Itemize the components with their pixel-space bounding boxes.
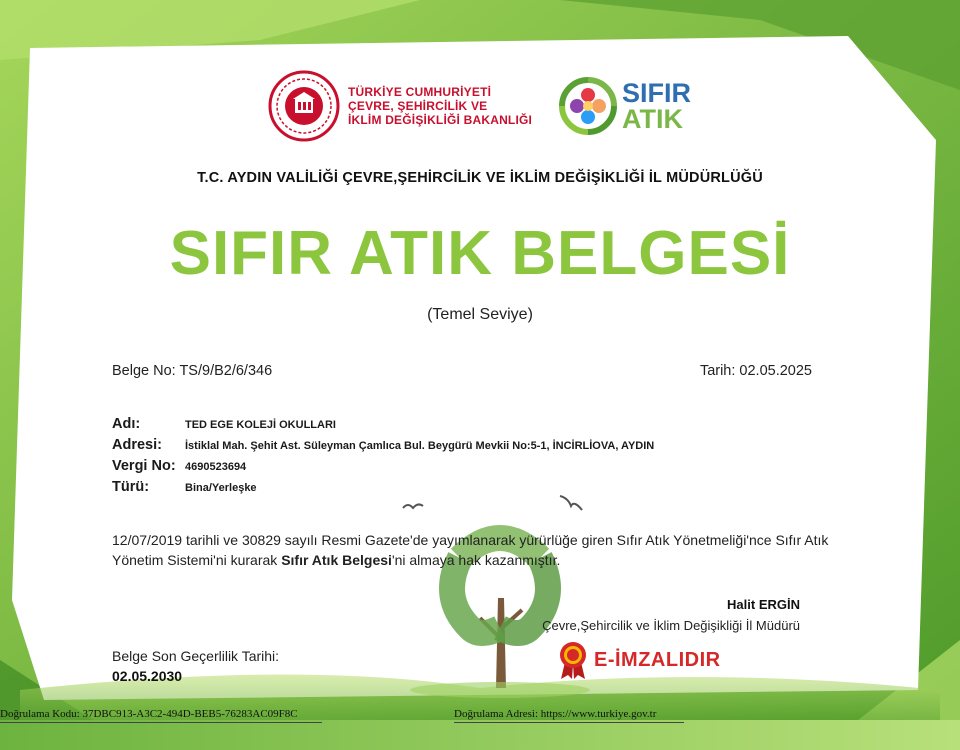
ministry-line-1: TÜRKİYE CUMHURİYETİ — [348, 85, 492, 99]
signer-title: Çevre,Şehircilik ve İklim Değişikliği İl Müdürü — [542, 618, 800, 633]
rosette-seal-icon — [556, 640, 590, 680]
detail-row-tax-no — [112, 458, 654, 479]
detail-value: 4690523694 — [185, 461, 247, 473]
ministry-seal-icon — [268, 70, 340, 142]
detail-value: TED EGE KOLEJİ OKULLARI — [185, 419, 336, 431]
detail-label: Türü: — [112, 479, 150, 495]
validity-date: 02.05.2030 — [112, 668, 183, 684]
bird-icon — [402, 500, 424, 514]
signer-block — [542, 597, 800, 633]
validity-block — [112, 648, 279, 684]
e-signature-label: E-İMZALIDIR — [594, 648, 721, 671]
signer-name: Halit ERGİN — [727, 597, 800, 612]
detail-row-name — [112, 416, 654, 437]
detail-value: Bina/Yerleşke — [185, 482, 257, 494]
detail-label: Adresi: — [112, 437, 162, 453]
certificate-level: (Temel Seviye) — [427, 306, 533, 323]
sifir-word: SIFIR — [622, 78, 692, 108]
detail-label: Vergi No: — [112, 458, 176, 474]
bird-icon — [558, 492, 584, 512]
atik-word: ATIK — [622, 104, 683, 134]
certificate-title: SIFIR ATIK BELGESİ — [169, 219, 791, 288]
verification-code: Doğrulama Kodu: 37DBC913-A3C2-494D-BEB5-76283AC09F8C — [0, 708, 298, 720]
issuing-authority: T.C. AYDIN VALİLİĞİ ÇEVRE,ŞEHİRCİLİK VE İKLİM DEĞİŞİKLİĞİ İL MÜDÜRLÜĞÜ — [197, 170, 763, 186]
footer-divider — [454, 722, 684, 723]
ministry-logo — [268, 70, 532, 142]
statement-text: 12/07/2019 tarihli ve 30829 sayılı Resmi Gazete'de yayımlanarak yürürlüğe giren Sıfır Atık Yönetmeliği'nce Sıfır Atık Yönetim Sistemi'ni kurarak — [112, 532, 829, 568]
detail-row-address — [112, 437, 654, 458]
detail-label: Adı: — [112, 416, 141, 432]
recycle-flower-icon — [558, 76, 618, 136]
ministry-line-2: ÇEVRE, ŞEHİRCİLİK VE — [348, 99, 488, 113]
validity-label: Belge Son Geçerlilik Tarihi: — [112, 648, 280, 664]
document-number: Belge No: TS/9/B2/6/346 — [112, 363, 273, 379]
statement-text-end: 'ni almaya hak kazanmıştır. — [391, 552, 561, 568]
e-signature-badge — [556, 640, 721, 680]
footer-divider — [0, 722, 322, 723]
sifir-atik-wordmark — [622, 80, 691, 132]
detail-value: İstiklal Mah. Şehit Ast. Süleyman Çamlıca Bul. Beygürü Mevkii No:5-1, İNCİRLİOVA, AYDIN — [185, 440, 655, 452]
ministry-name — [348, 85, 532, 127]
certificate-statement — [112, 530, 832, 570]
sifir-atik-logo — [558, 76, 691, 136]
verification-address: Doğrulama Adresi: https://www.turkiye.gov.tr — [454, 708, 657, 720]
statement-bold-text: Sıfır Atık Belgesi — [281, 552, 392, 568]
verification-footer — [0, 706, 960, 724]
document-date: Tarih: 02.05.2025 — [699, 363, 812, 379]
ministry-line-3: İKLİM DEĞİŞİKLİĞİ BAKANLIĞI — [348, 113, 533, 127]
